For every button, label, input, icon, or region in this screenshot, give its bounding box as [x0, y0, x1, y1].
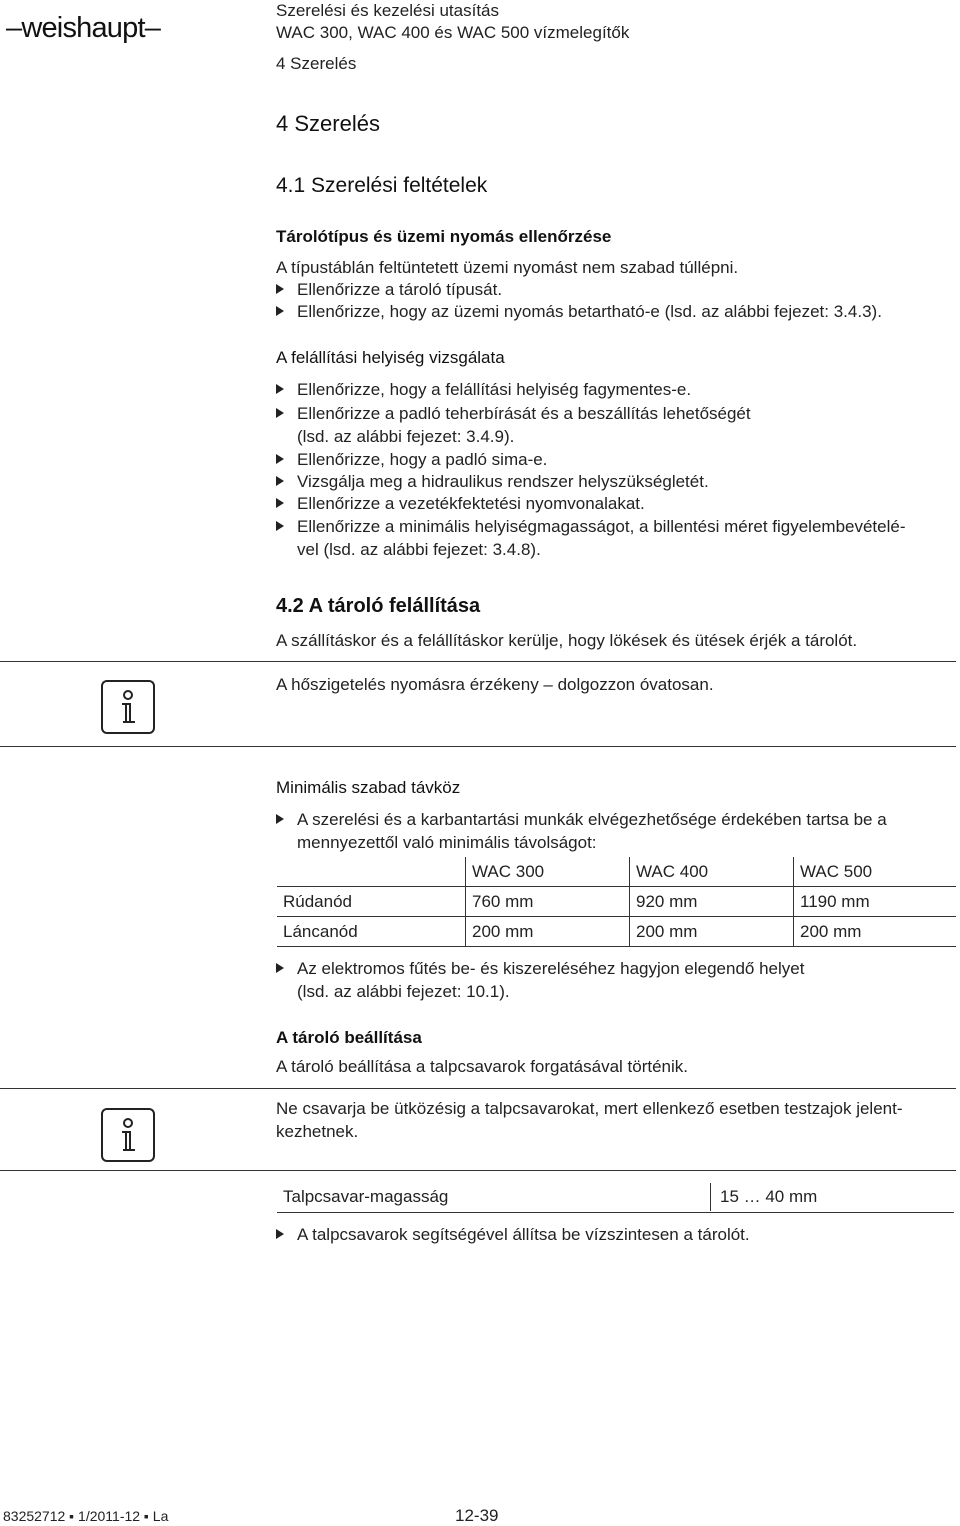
- table-cell: Láncanód: [277, 917, 466, 947]
- bullet-arrow-icon: [276, 454, 284, 464]
- section-title-4-1: 4.1 Szerelési feltételek: [276, 174, 488, 197]
- table-header-cell: WAC 500: [794, 857, 957, 887]
- subheading-type-pressure: Tárolótípus és üzemi nyomás ellenőrzése: [276, 227, 612, 246]
- bullet-arrow-icon: [276, 384, 284, 394]
- doc-number: 83252712 ▪ 1/2011-12 ▪ La: [3, 1508, 169, 1524]
- param-label: Talpcsavar-magasság: [283, 1187, 449, 1206]
- paragraph-intro: A szállításkor és a felállításkor kerülje, hogy lökések és ütések érjék a tárolót.: [276, 631, 858, 650]
- table-header-cell: WAC 300: [466, 857, 630, 887]
- divider: [0, 746, 956, 747]
- bullet-arrow-icon: [276, 963, 284, 973]
- table-header-cell: WAC 400: [630, 857, 794, 887]
- paragraph-adjust: A tároló beállítása a talpcsavarok forgatásával történik.: [276, 1057, 689, 1076]
- chapter-header: 4 Szerelés: [276, 54, 357, 73]
- bullet-arrow-icon: [276, 498, 284, 508]
- table-header-cell: [277, 857, 466, 887]
- table-cell: 200 mm: [466, 917, 630, 947]
- bullet-arrow-icon: [276, 306, 284, 316]
- divider: [0, 1088, 956, 1089]
- table-cell: 200 mm: [794, 917, 957, 947]
- doc-title: Szerelési és kezelési utasítás: [276, 1, 499, 20]
- info-text-insulation: A hőszigetelés nyomásra érzékeny – dolgozzon óvatosan.: [276, 675, 714, 694]
- param-underline: [277, 1212, 954, 1213]
- table-row: [277, 887, 956, 917]
- subheading-adjust: A tároló beállítása: [276, 1028, 422, 1047]
- table-cell: 760 mm: [466, 887, 630, 917]
- table-cell: 920 mm: [630, 887, 794, 917]
- table-cell: 200 mm: [630, 917, 794, 947]
- subheading-min-distance: Minimális szabad távköz: [276, 778, 461, 797]
- bullet-arrow-icon: [276, 1229, 284, 1239]
- brand-logo: –weishaupt–: [6, 12, 161, 44]
- param-separator: [710, 1183, 711, 1211]
- table-cell: Rúdanód: [277, 887, 466, 917]
- doc-subtitle: WAC 300, WAC 400 és WAC 500 vízmelegítők: [276, 23, 630, 42]
- bullet-arrow-icon: [276, 521, 284, 531]
- info-icon: [101, 680, 155, 734]
- bullet-arrow-icon: [276, 284, 284, 294]
- info-text-feet-line1: Ne csavarja be ütközésig a talpcsavarokat, mert ellenkező esetben testzajok jelent-: [276, 1099, 903, 1118]
- paragraph-pressure: A típustáblán feltüntetett üzemi nyomást nem szabad túllépni.: [276, 258, 739, 277]
- section-title-4-2: 4.2 A tároló felállítása: [276, 595, 481, 617]
- bullet-arrow-icon: [276, 476, 284, 486]
- subheading-room: A felállítási helyiség vizsgálata: [276, 348, 505, 367]
- table-cell: 1190 mm: [794, 887, 957, 917]
- info-text-feet-line2: kezhetnek.: [276, 1122, 359, 1141]
- info-icon: [101, 1108, 155, 1162]
- bullet-arrow-icon: [276, 814, 284, 824]
- table-row: [277, 917, 956, 947]
- chapter-title: 4 Szerelés: [276, 111, 380, 136]
- bullet-arrow-icon: [276, 408, 284, 418]
- table-header-row: [277, 857, 956, 887]
- min-distance-table: [277, 857, 956, 947]
- page-number: 12-39: [455, 1506, 499, 1525]
- param-value: 15 … 40 mm: [720, 1187, 818, 1206]
- divider: [0, 661, 956, 662]
- divider: [0, 1170, 956, 1171]
